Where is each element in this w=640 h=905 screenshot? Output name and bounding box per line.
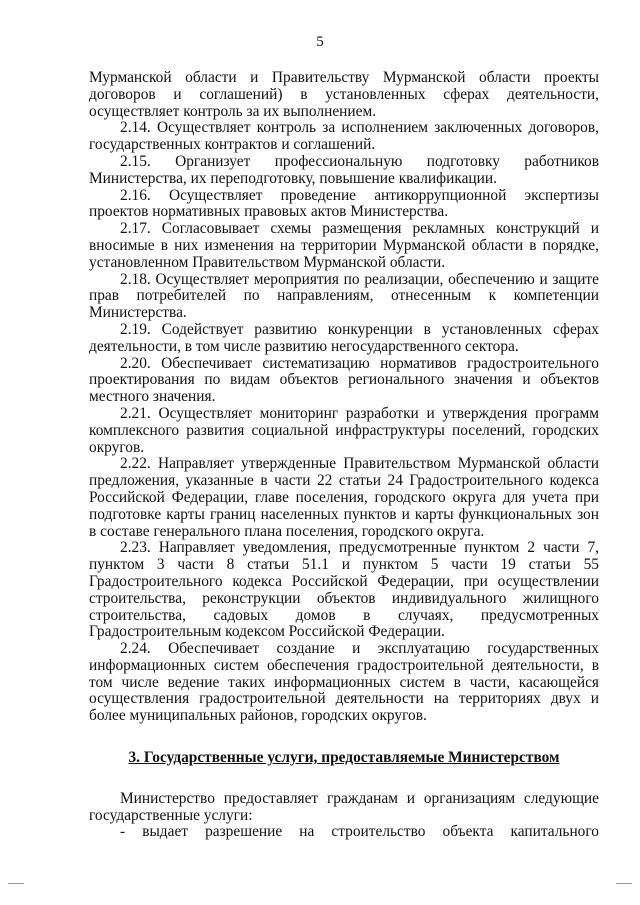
paragraph-2-19: 2.19. Содействует развитию конкуренции в установленных сферах деятельности, в том числе развитию негосударственного сектора.: [89, 320, 599, 355]
section-heading: 3. Государственные услуги, предоставляемые Министерством: [128, 749, 560, 767]
section-intro: Министерство предоставляет гражданам и организациям следующие государственные услуги:: [89, 789, 599, 824]
paragraph-2-20: 2.20. Обеспечивает систематизацию нормативов градостроительного проектирования по видам объектов регионального значения и объектов местного значения.: [89, 354, 599, 406]
paragraph-2-22: 2.22. Направляет утвержденные Правительством Мурманской области предложения, указанные в части 22 статьи 24 Градостроительного кодекса Российской Федерации, главе поселения, городского округа для учета при подготовке карты границ населенных пунктов и карты функциональных зон в составе генерального плана поселения, городского округа.: [89, 455, 599, 540]
paragraph-2-21: 2.21. Осуществляет мониторинг разработки и утверждения программ комплексного развития социальной инфраструктуры поселений, городских округов.: [89, 404, 599, 456]
paragraph-2-15: 2.15. Организует профессиональную подготовку работников Министерства, их переподготовку, повышение квалификации.: [89, 152, 599, 187]
paragraph-2-17: 2.17. Согласовывает схемы размещения рекламных конструкций и вносимые в них изменения на территории Мурманской области в порядке, установленном Правительством Мурманской области.: [89, 220, 599, 271]
paragraph-2-18: 2.18. Осуществляет мероприятия по реализации, обеспечению и защите прав потребителей по направлениям, отнесенным к компетенции Министерства.: [89, 270, 599, 322]
section-heading-row: [89, 750, 599, 767]
document-body: [89, 70, 599, 841]
list-item: - выдает разрешение на строительство объекта капитального: [120, 823, 599, 841]
page-edge-mark: [8, 883, 24, 884]
paragraph-2-14: 2.14. Осуществляет контроль за исполнением заключенных договоров, государственных контрактов и соглашений.: [89, 119, 599, 154]
paragraph-2-16: 2.16. Осуществляет проведение антикоррупционной экспертизы проектов нормативных правовых актов Министерства.: [89, 186, 599, 221]
paragraph-2-23: 2.23. Направляет уведомления, предусмотренные пунктом 2 части 7, пунктом 3 части 8 статьи 51.1 и пунктом 5 части 19 статьи 55 Градостроительного кодекса Российской Федерации, при осуществлении строительства, реконструкции объектов индивидуального жилищного строительства, садовых домов в случаях, предусмотренных Градостроительным кодексом Российской Федерации.: [89, 539, 599, 641]
paragraph: Мурманской области и Правительству Мурманской области проекты договоров и соглашений) в установленных сферах деятельности, осуществляет контроль за их выполнением.: [89, 69, 599, 120]
paragraph-2-24: 2.24. Обеспечивает создание и эксплуатацию государственных информационных систем обеспечения градостроительной деятельности, в том числе ведение таких информационных систем в части, касающейся осуществления градостроительной деятельности на территориях двух и более муниципальных районов, городских округов.: [89, 640, 599, 725]
page-number: 5: [316, 34, 324, 50]
page-edge-mark: [616, 883, 632, 884]
